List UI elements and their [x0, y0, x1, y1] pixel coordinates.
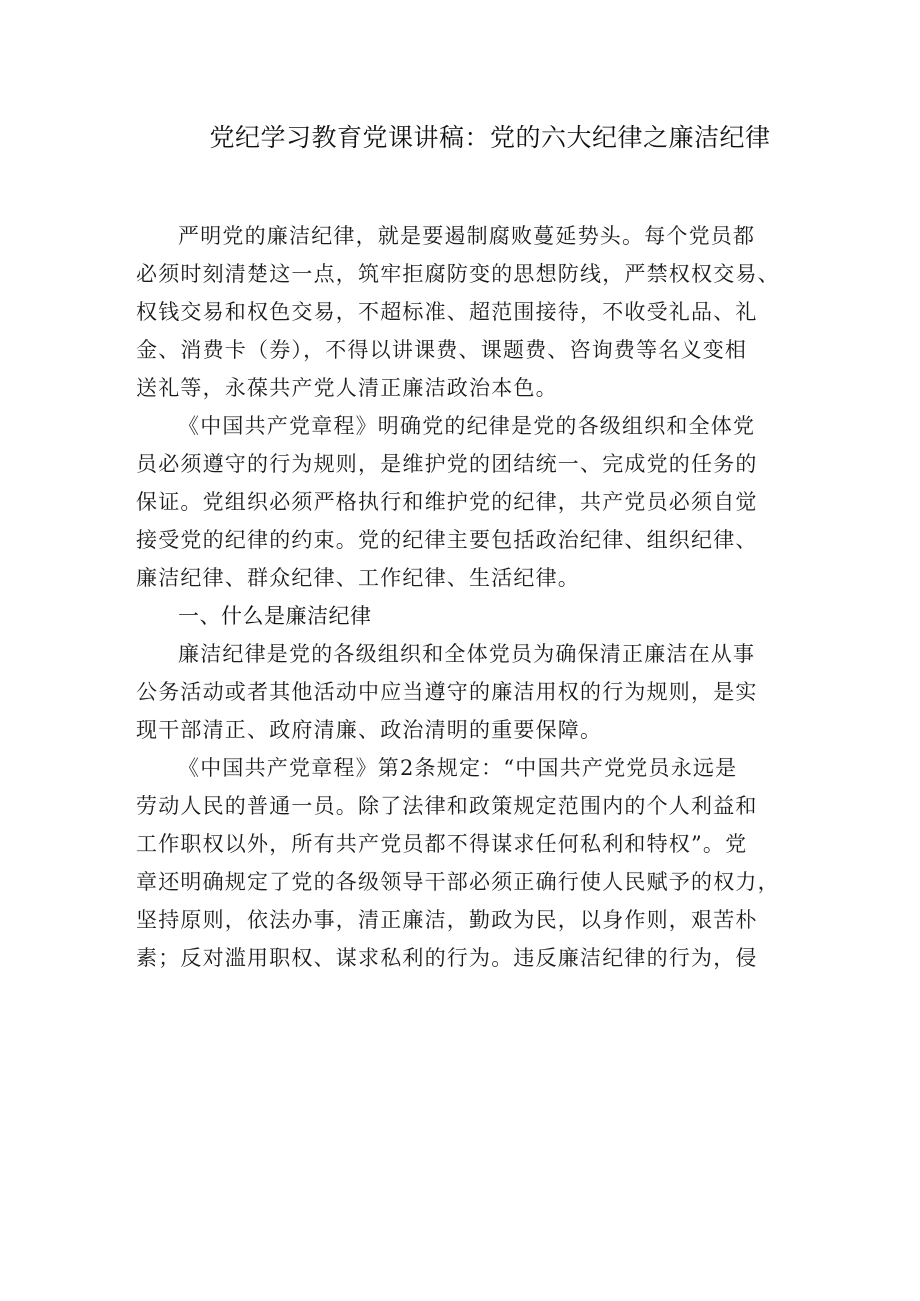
document-title: 党纪学习教育党课讲稿：党的六大纪律之廉洁纪律 — [209, 123, 771, 152]
paragraph-line: 必须时刻清楚这一点，筑牢拒腐防变的思想防线，严禁权权交易、 — [136, 262, 780, 286]
paragraph-3 — [136, 635, 796, 749]
paragraph-4 — [136, 749, 796, 977]
paragraph-line: 《中国共产党章程》第2条规定：“中国共产党党员永远是 — [178, 756, 738, 780]
paragraph-line: 章还明确规定了党的各级领导干部必须正确行使人民赋予的权力， — [136, 870, 780, 894]
paragraph-line: 坚持原则，依法办事，清正廉洁，勤政为民，以身作则，艰苦朴 — [136, 908, 758, 932]
paragraph-line: 员必须遵守的行为规则，是维护党的团结统一、完成党的任务的 — [136, 452, 758, 476]
paragraph-line: 工作职权以外，所有共产党员都不得谋求任何私利和特权”。党 — [136, 832, 748, 856]
document-body — [136, 217, 796, 977]
paragraph-2 — [136, 407, 796, 597]
paragraph-line: 接受党的纪律的约束。党的纪律主要包括政治纪律、组织纪律、 — [136, 528, 758, 552]
paragraph-line: 现干部清正、政府清廉、政治清明的重要保障。 — [136, 718, 603, 742]
paragraph-line: 《中国共产党章程》明确党的纪律是党的各级组织和全体党 — [178, 414, 756, 438]
section-heading: 一、什么是廉洁纪律 — [178, 604, 372, 628]
paragraph-1 — [136, 217, 796, 407]
paragraph-line: 保证。党组织必须严格执行和维护党的纪律，共产党员必须自觉 — [136, 490, 758, 514]
paragraph-line: 廉洁纪律是党的各级组织和全体党员为确保清正廉洁在从事 — [178, 642, 756, 666]
paragraph-line: 公务活动或者其他活动中应当遵守的廉洁用权的行为规则，是实 — [136, 680, 758, 704]
paragraph-line: 送礼等，永葆共产党人清正廉洁政治本色。 — [136, 376, 558, 400]
paragraph-line: 金、消费卡（券），不得以讲课费、课题费、咨询费等名义变相 — [136, 338, 748, 362]
paragraph-line: 廉洁纪律、群众纪律、工作纪律、生活纪律。 — [136, 566, 580, 590]
paragraph-line: 劳动人民的普通一员。除了法律和政策规定范围内的个人利益和 — [136, 794, 758, 818]
paragraph-line: 严明党的廉洁纪律，就是要遏制腐败蔓延势头。每个党员都 — [178, 224, 756, 248]
paragraph-line: 素；反对滥用职权、谋求私利的行为。违反廉洁纪律的行为，侵 — [136, 946, 758, 970]
paragraph-line: 权钱交易和权色交易，不超标准、超范围接待，不收受礼品、礼 — [136, 300, 758, 324]
